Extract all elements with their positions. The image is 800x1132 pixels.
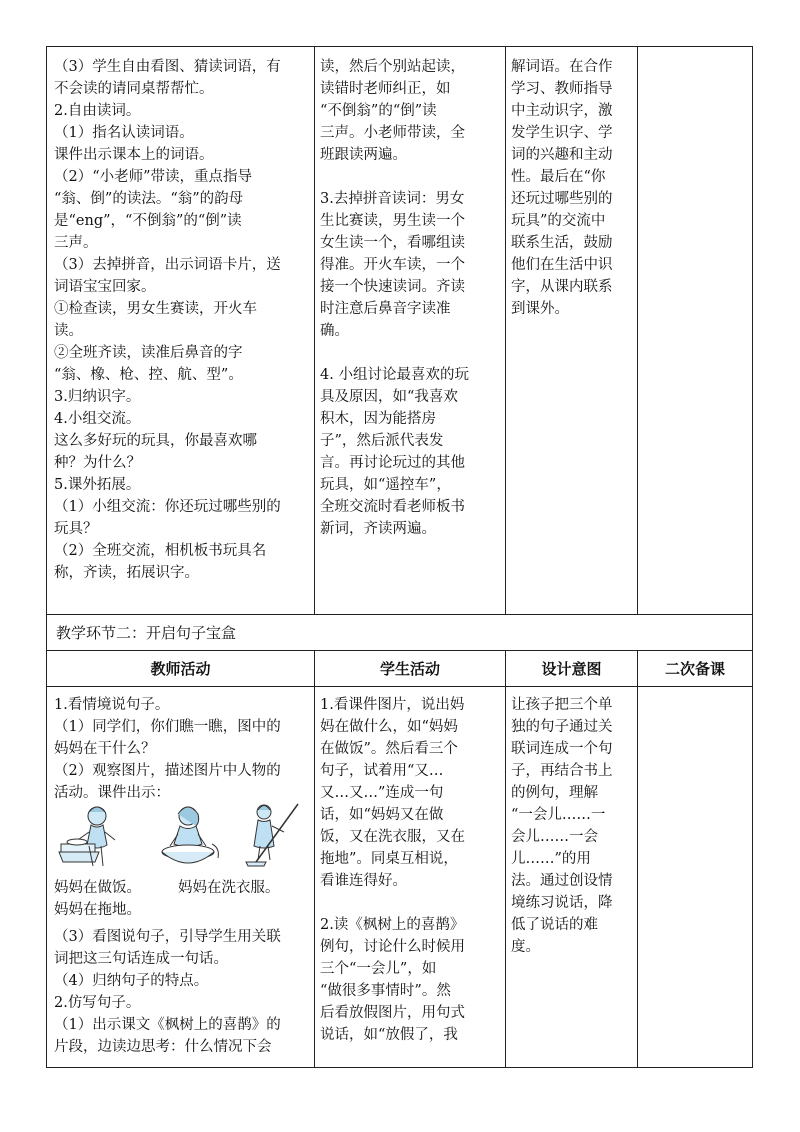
student-activity-line bbox=[320, 166, 504, 188]
teacher-activity-line: ①检查读，男女生赛读，开火车 bbox=[54, 301, 257, 317]
teacher-activity-cell-2-bottom bbox=[54, 926, 312, 1066]
mother-washing-clothes-illustration bbox=[150, 800, 228, 870]
student-activity-line: 读，然后个别站起读， bbox=[320, 59, 465, 75]
teacher-activity-line: （3）去掉拼音，出示词语卡片，送 bbox=[54, 257, 281, 273]
teacher-activity-line: 是“eng”，“不倒翁”的“倒”读 bbox=[54, 213, 242, 229]
teacher-activity-line: （2）全班交流，相机板书玩具名 bbox=[54, 543, 267, 559]
teacher-activity-line: （3）学生自由看图、猜读词语，有 bbox=[54, 59, 281, 75]
student-activity-line: 又…又…”连成一句 bbox=[320, 785, 444, 801]
design-intent-line: 低了说话的难 bbox=[511, 917, 598, 933]
student-activity-line: 全班交流时看老师板书 bbox=[320, 499, 465, 515]
design-intent-line: 玩具”的交流中 bbox=[511, 213, 606, 229]
student-activity-line: 确。 bbox=[320, 323, 349, 339]
student-activity-line: 妈在做什么，如“妈妈 bbox=[320, 719, 458, 735]
teacher-activity-line: 不会读的请同桌帮帮忙。 bbox=[54, 81, 214, 97]
student-activity-line: 子”，然后派代表发 bbox=[320, 433, 444, 449]
table-border-right bbox=[752, 46, 753, 1068]
mother-mopping-illustration bbox=[238, 800, 312, 870]
student-activity-line: 女生读一个，看哪组读 bbox=[320, 235, 465, 251]
design-intent-line: 性。最后在“你 bbox=[511, 169, 606, 185]
table-border-left bbox=[46, 46, 47, 1068]
student-activity-line: 言。再讨论玩过的其他 bbox=[320, 455, 465, 471]
design-intent-line: 境练习说话，降 bbox=[511, 895, 613, 911]
header-student-label: 学生活动 bbox=[379, 660, 440, 678]
design-intent-line: 词的兴趣和主动 bbox=[511, 147, 613, 163]
design-intent-line: 字，从课内联系 bbox=[511, 279, 613, 295]
header-student-activity bbox=[315, 651, 505, 686]
student-activity-line: 2.读《枫树上的喜鹊》 bbox=[320, 917, 465, 933]
design-intent-line: 解词语。在合作 bbox=[511, 59, 613, 75]
caption-cooking: 妈妈在做饭。 bbox=[54, 880, 141, 896]
teacher-activity-line: 三声。 bbox=[54, 235, 98, 251]
row-divider-3 bbox=[46, 686, 753, 687]
student-activity-line: 具及原因，如“我喜欢 bbox=[320, 389, 458, 405]
student-activity-line: “做很多事情时”。然 bbox=[320, 983, 451, 999]
student-activity-line: 后看放假图片，用句式 bbox=[320, 1005, 465, 1021]
teacher-activity-line: 课件出示课本上的词语。 bbox=[54, 147, 214, 163]
illustration-caption-1 bbox=[54, 877, 174, 899]
student-activity-line bbox=[320, 892, 504, 914]
student-activity-line: 拖地”。同桌互相说， bbox=[320, 851, 458, 867]
design-intent-line: 独的句子通过关 bbox=[511, 719, 613, 735]
teacher-activity-line: 妈妈在干什么？ bbox=[54, 741, 156, 757]
teacher-activity-line: （1）出示课文《枫树上的喜鹊》的 bbox=[54, 1017, 281, 1033]
student-activity-line: 话，如“妈妈又在做 bbox=[320, 807, 444, 823]
design-intent-line: 还玩过哪些别的 bbox=[511, 191, 613, 207]
student-activity-cell-1 bbox=[320, 56, 504, 612]
col-divider-2b bbox=[505, 650, 506, 1067]
teacher-activity-line: ②全班齐读，读准后鼻音的字 bbox=[54, 345, 243, 361]
student-activity-line: 生比赛读，男生读一个 bbox=[320, 213, 465, 229]
header-teacher-label: 教师活动 bbox=[150, 660, 211, 678]
col-divider-3b bbox=[637, 650, 638, 1067]
student-activity-line: 新词，齐读两遍。 bbox=[320, 521, 436, 537]
teacher-activity-line: “翁、倒”的读法。“翁”的韵母 bbox=[54, 191, 244, 207]
design-intent-line: 儿……”的用 bbox=[511, 851, 591, 867]
design-intent-line: 的例句，理解 bbox=[511, 785, 598, 801]
caption-mopping: 妈妈在拖地。 bbox=[54, 902, 141, 918]
header-teacher-activity bbox=[47, 651, 314, 686]
teacher-activity-line: 2.仿写句子。 bbox=[54, 995, 141, 1011]
teacher-activity-cell-1 bbox=[54, 56, 312, 612]
teacher-activity-line: （2）观察图片，描述图片中人物的 bbox=[54, 763, 281, 779]
section-title bbox=[56, 615, 746, 650]
table-border-bottom bbox=[46, 1067, 753, 1068]
teacher-activity-line: 2.自由读词。 bbox=[54, 103, 141, 119]
student-activity-line: 4. 小组讨论最喜欢的玩 bbox=[320, 367, 469, 383]
teacher-activity-line: （2）“小老师”带读，重点指导 bbox=[54, 169, 253, 185]
student-activity-line: 看谁连得好。 bbox=[320, 873, 407, 889]
design-intent-line: 发学生识字、学 bbox=[511, 125, 613, 141]
student-activity-line: 班跟读两遍。 bbox=[320, 147, 407, 163]
teacher-activity-line: （4）归纳句子的特点。 bbox=[54, 973, 209, 989]
table-border-top bbox=[46, 46, 753, 47]
teacher-activity-line: 片段，边读边思考：什么情况下会 bbox=[54, 1039, 272, 1055]
header-design-label: 设计意图 bbox=[541, 660, 602, 678]
student-activity-line: “不倒翁”的“倒”读 bbox=[320, 103, 437, 119]
design-intent-line: 学习、教师指导 bbox=[511, 81, 613, 97]
teacher-activity-line: “翁、橡、枪、控、航、型”。 bbox=[54, 367, 243, 383]
teacher-activity-line: 3.归纳识字。 bbox=[54, 389, 141, 405]
teacher-activity-line: 这么多好玩的玩具，你最喜欢哪 bbox=[54, 433, 257, 449]
teacher-activity-cell-2-top bbox=[54, 694, 312, 806]
student-activity-line bbox=[320, 342, 504, 364]
student-activity-line: 饭，又在洗衣服，又在 bbox=[320, 829, 465, 845]
student-activity-line: 句子，试着用“又… bbox=[320, 763, 444, 779]
student-activity-line: 1.看课件图片，说出妈 bbox=[320, 697, 465, 713]
teacher-activity-line: 种？为什么？ bbox=[54, 455, 141, 471]
teacher-activity-line: 5.课外拓展。 bbox=[54, 477, 141, 493]
illustration-caption-2 bbox=[178, 877, 312, 899]
teacher-activity-line: 1.看情境说句子。 bbox=[54, 697, 170, 713]
teacher-activity-line: （3）看图说句子，引导学生用关联 bbox=[54, 929, 281, 945]
student-activity-line: 三个“一会儿”，如 bbox=[320, 961, 437, 977]
design-intent-cell-2 bbox=[511, 694, 635, 1066]
illustration-caption-3 bbox=[54, 899, 174, 921]
header-second-label: 二次备课 bbox=[664, 660, 725, 678]
col-divider-1b bbox=[314, 650, 315, 1067]
teacher-activity-line: 玩具？ bbox=[54, 521, 98, 537]
col-divider-3a bbox=[637, 46, 638, 614]
teacher-activity-line: 词语宝宝回家。 bbox=[54, 279, 156, 295]
student-activity-line: 接一个快速读词。齐读 bbox=[320, 279, 465, 295]
design-intent-line: 法。通过创设情 bbox=[511, 873, 613, 889]
student-activity-line: 读错时老师纠正，如 bbox=[320, 81, 451, 97]
student-activity-line: 在做饭”。然后看三个 bbox=[320, 741, 458, 757]
design-intent-line: 度。 bbox=[511, 939, 540, 955]
design-intent-line: 他们在生活中识 bbox=[511, 257, 613, 273]
student-activity-line: 玩具，如“遥控车”， bbox=[320, 477, 451, 493]
teacher-activity-line: （1）指名认读词语。 bbox=[54, 125, 194, 141]
design-intent-line: 会儿……一会 bbox=[511, 829, 598, 845]
student-activity-line: 积木，因为能搭房 bbox=[320, 411, 436, 427]
student-activity-line: 说话，如“放假了，我 bbox=[320, 1027, 458, 1043]
student-activity-line: 得准。开火车读，一个 bbox=[320, 257, 465, 273]
design-intent-line: 到课外。 bbox=[511, 301, 569, 317]
teacher-activity-line: 称，齐读，拓展识字。 bbox=[54, 565, 199, 581]
teacher-activity-line: （1）同学们，你们瞧一瞧，图中的 bbox=[54, 719, 281, 735]
student-activity-cell-2 bbox=[320, 694, 504, 1066]
teacher-activity-line: 4.小组交流。 bbox=[54, 411, 141, 427]
design-intent-line: “一会儿……一 bbox=[511, 807, 606, 823]
teacher-activity-line: 活动。课件出示： bbox=[54, 785, 170, 801]
design-intent-cell-1 bbox=[511, 56, 635, 612]
header-second-prep bbox=[638, 651, 752, 686]
section-title-text: 教学环节二：开启句子宝盒 bbox=[56, 624, 237, 642]
teacher-activity-line: （1）小组交流：你还玩过哪些别的 bbox=[54, 499, 281, 515]
teacher-activity-line: 词把这三句话连成一句话。 bbox=[54, 951, 228, 967]
student-activity-line: 时注意后鼻音字读准 bbox=[320, 301, 451, 317]
student-activity-line: 3.去掉拼音读词：男女 bbox=[320, 191, 465, 207]
caption-washing: 妈妈在洗衣服。 bbox=[178, 880, 280, 896]
design-intent-line: 子，再结合书上 bbox=[511, 763, 613, 779]
header-design-intent bbox=[506, 651, 637, 686]
mother-cooking-illustration bbox=[55, 800, 137, 870]
student-activity-line: 三声。小老师带读，全 bbox=[320, 125, 465, 141]
teacher-activity-line: 读。 bbox=[54, 323, 83, 339]
design-intent-line: 联系生活，鼓励 bbox=[511, 235, 613, 251]
student-activity-line: 例句，讨论什么时候用 bbox=[320, 939, 465, 955]
col-divider-1a bbox=[314, 46, 315, 614]
col-divider-2a bbox=[505, 46, 506, 614]
design-intent-line: 让孩子把三个单 bbox=[511, 697, 613, 713]
design-intent-line: 中主动识字，激 bbox=[511, 103, 613, 119]
design-intent-line: 联词连成一个句 bbox=[511, 741, 613, 757]
